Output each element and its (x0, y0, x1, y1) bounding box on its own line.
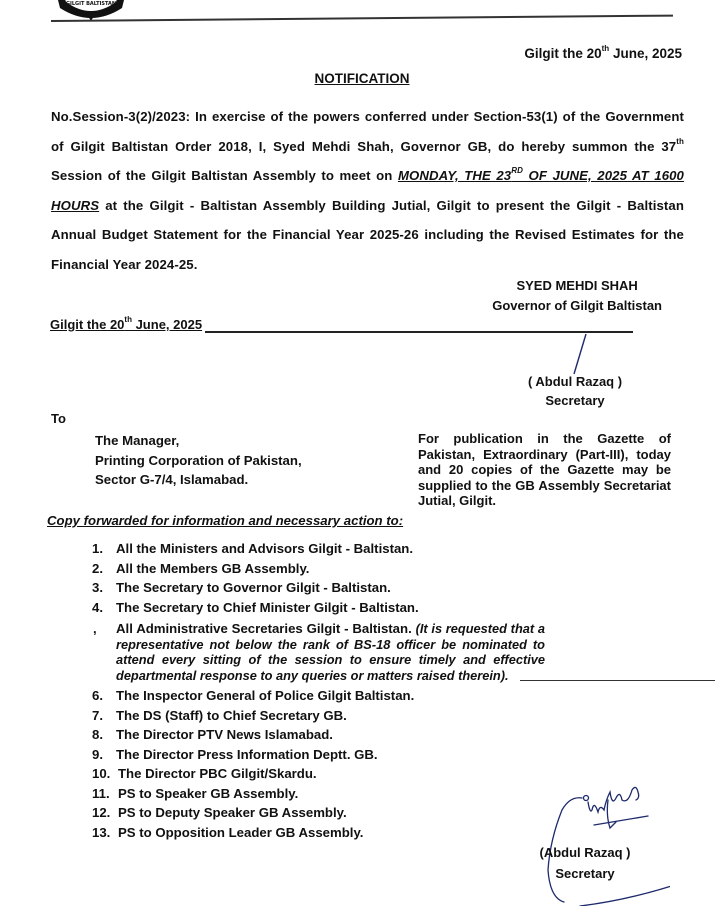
list-item: 2. All the Members GB Assembly. (92, 560, 310, 576)
to-label: To (51, 411, 66, 426)
list-item: 4. The Secretary to Chief Minister Gilgit - Baltistan. (92, 599, 419, 615)
signature-mark-top (564, 332, 594, 376)
handwritten-signature (520, 770, 670, 906)
notification-body: No.Session-3(2)/2023: In exercise of the powers conferred under Section-53(1) of the Government of Gilgit Baltistan Order 2018, I, Syed Mehdi Shah, Governor GB, do hereby summon the 37th Session of the Gilgit Baltistan Assembly to meet on MONDAY, THE 23RD OF JUNE, 2025 AT 1600 HOURS at the Gilgit - Baltistan Assembly Building Jutial, Gilgit to present the Gilgit - Baltistan Annual Budget Statement for the Financial Year 2025-26 including the Revised Estimates for the Financial Year 2024-25. (51, 109, 684, 272)
item5-note: (It is requested that a representative not below the rank of BS-18 officer be nominated to attend every sitting of the session to ensure timely and effective departmental response to any queries or matters raised therein). (116, 621, 545, 683)
list-item: 10. The Director PBC Gilgit/Skardu. (92, 766, 317, 781)
recipient-address: The Manager, Printing Corporation of Pakistan, Sector G-7/4, Islamabad. (95, 433, 302, 487)
distribution-list-a (92, 539, 419, 617)
list-item-5: All Administrative Secretaries Gilgit - Baltistan. (It is requested that a representative not below the rank of BS-18 officer be nominated to attend every sitting of the session to ensure timely and effective departmental response to any queries or matters raised therein). (116, 621, 545, 683)
governor-name: SYED MEHDI SHAH (516, 278, 638, 293)
governor-title: Governor of Gilgit Baltistan (492, 298, 662, 313)
item5-divider (520, 680, 715, 681)
list-item: 7. The DS (Staff) to Chief Secretary GB. (92, 707, 347, 723)
governor-signature-block (492, 276, 662, 316)
publication-note: For publication in the Gazette of Pakistan, Extraordinary (Part-III), today and 20 copies of the Gazette may be supplied to the GB Assembly Secretariat Jutial, Gilgit. (418, 431, 671, 508)
date-top: Gilgit the 20th June, 2025 (524, 44, 682, 61)
list-item: 8. The Director PTV News Islamabad. (92, 727, 333, 742)
secretary-name: ( Abdul Razaq ) (527, 374, 623, 389)
session-date-highlight: MONDAY, THE 23RD OF JUNE, 2025 AT 1600 HOURS (51, 166, 684, 213)
list-item: 12. PS to Deputy Speaker GB Assembly. (92, 805, 347, 820)
secretary-name: (Abdul Razaq ) (539, 845, 631, 860)
list-item: 6. The Inspector General of Police Gilgit Baltistan. (92, 688, 415, 703)
secretary-block-top (520, 372, 630, 410)
list-item: 13. PS to Opposition Leader GB Assembly. (92, 824, 364, 840)
document-title: NOTIFICATION (314, 71, 410, 86)
header-divider (51, 15, 673, 22)
list-item: 1. All the Ministers and Advisors Gilgit - Baltistan. (92, 541, 414, 556)
distribution-list-b (92, 686, 414, 842)
secretary-title: Secretary (545, 393, 605, 408)
list-item: 3. The Secretary to Governor Gilgit - Baltistan. (92, 580, 391, 595)
date-mid: Gilgit the 20th June, 2025 (50, 315, 203, 332)
list-item: 9. The Director Press Information Deptt. GB. (92, 746, 378, 762)
list-item-5-marker: , (93, 621, 97, 636)
list-item: 11. PS to Speaker GB Assembly. (92, 785, 299, 801)
svg-text:GILGIT BALTISTAN: GILGIT BALTISTAN (65, 1, 117, 7)
secretary-title: Secretary (555, 866, 615, 881)
copy-forwarded-heading: Copy forwarded for information and necessary action to: (47, 513, 404, 528)
secretary-block-bottom (530, 842, 640, 884)
